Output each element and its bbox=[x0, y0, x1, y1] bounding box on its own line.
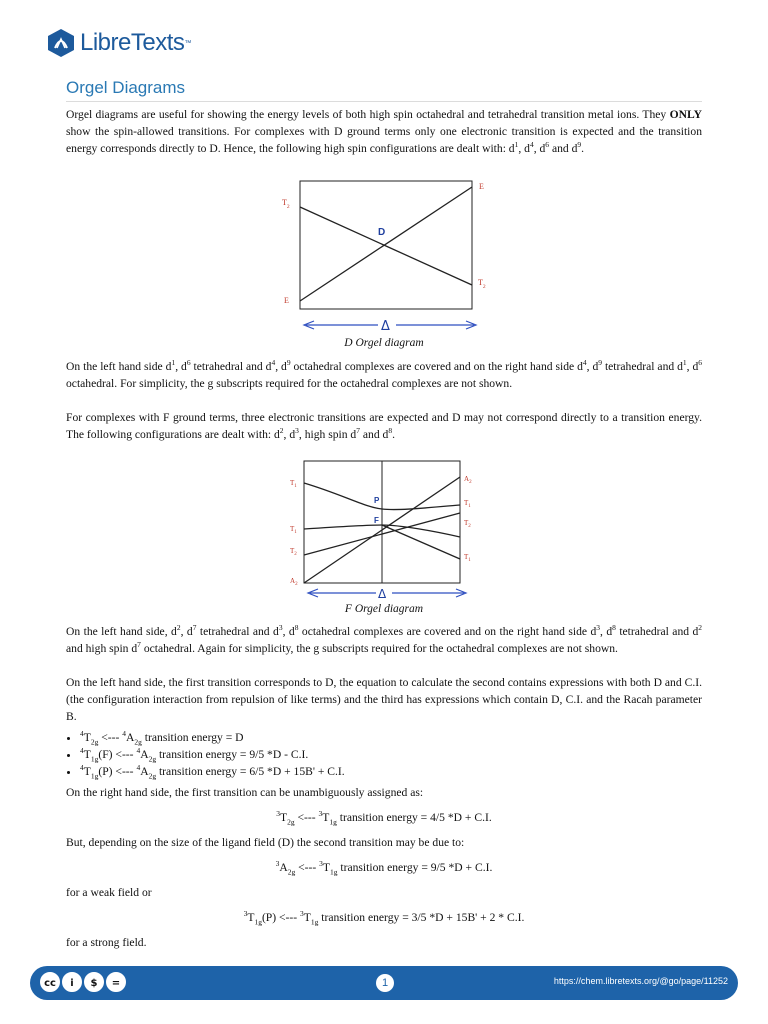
svg-text:T1: $T_1$ bbox=[464, 499, 471, 509]
page-number: 1 bbox=[376, 974, 394, 992]
svg-text:T2: $T_2$ bbox=[290, 547, 297, 557]
noncommercial-icon: $ bbox=[84, 972, 104, 992]
d-description-paragraph: On the left hand side $d^1$, $d^6$ tetrahedral and $d^4$, $d^9$ octahedral complexes are covered and on the right hand side $d^4$, $d^9$ tetrahedral and $d^1$, $d^6$ octahedral. For simplicity, the g subscripts required for the octahedral complexes are not shown. bbox=[66, 358, 703, 390]
brand-name: LibreTexts bbox=[80, 29, 185, 56]
d-orgel-figure bbox=[66, 175, 702, 335]
svg-text:Δ: Δ bbox=[381, 319, 390, 333]
page-url-link[interactable]: https://chem.libretexts.org/@go/page/11252 bbox=[553, 976, 728, 986]
cc-icon: cc bbox=[40, 972, 60, 992]
svg-text:E: E bbox=[479, 182, 484, 191]
svg-text:T1: $T_1$ bbox=[464, 553, 471, 563]
list-item: • $^4T_{2g}$ <--- $^4A_{2g}$ transition energy = D bbox=[80, 729, 702, 746]
list-item: • $^4T_{1g}(P)$ <--- $^4A_{2g}$ transition energy = 6/5 *D + 15B' + C.I. bbox=[80, 763, 702, 780]
page-footer bbox=[30, 966, 738, 1000]
f-terms-paragraph: For complexes with F ground terms, three electronic transitions are expected and D may not correspond directly to a transition energy. The following configurations are dealt with: $d^2$, $d^3$, high spin $d^7$ and $d^8$. bbox=[66, 411, 702, 441]
weak-field-text: for a weak field or bbox=[66, 886, 152, 899]
equation-2: $^3A_{2g}$ <--- $^3T_{1g}$ transition energy = 9/5 *D + C.I. bbox=[275, 859, 493, 877]
d-orgel-diagram bbox=[274, 175, 494, 333]
ligand-field-paragraph: But, depending on the size of the ligand field (D) the second transition may be due to: bbox=[66, 836, 465, 849]
svg-text:A2: $A_2$ bbox=[290, 577, 298, 587]
f-description-paragraph: On the left hand side, $d^2$, $d^7$ tetrahedral and $d^3$, $d^8$ octahedral complexes are covered and on the right hand side $d^3$, $d^8$ tetrahedral and $d^2$ and high spin $d^7$ octahedral. Again for simplicity, the g subscripts required for the octahedral complexes are not shown. bbox=[66, 623, 703, 655]
equation-1: $^3T_{2g}$ <--- $^3T_{1g}$ transition energy = 4/5 *D + C.I. bbox=[276, 809, 492, 827]
sharealike-icon: = bbox=[106, 972, 126, 992]
strong-field-text: for a strong field. bbox=[66, 936, 147, 949]
equation-3: $^3T_{1g}(P)$ <--- $^3T_{1g}$ transition energy = 3/5 *D + 15B' + 2 * C.I. bbox=[243, 909, 525, 927]
intro-paragraph: Orgel diagrams are useful for showing the energy levels of both high spin octahedral and tetrahedral transition metal ions. They ONLY show the spin-allowed transitions. For complexes with D ground terms only one electronic transition is expected and the transition energy corresponds directly to D. Hence, the following high spin configurations are dealt with: $d^1$, $d^4$, $d^6$ and $d^9$. bbox=[66, 108, 702, 155]
f-orgel-caption: F Orgel diagram bbox=[344, 603, 424, 615]
svg-text:E: E bbox=[284, 296, 289, 305]
libretexts-hexagon-icon bbox=[46, 28, 76, 58]
svg-text:T2: $T_2$ bbox=[282, 198, 290, 210]
svg-text:T1: $T_1$ bbox=[290, 525, 297, 535]
title-divider bbox=[66, 101, 702, 102]
f-orgel-diagram bbox=[284, 455, 484, 601]
svg-text:D: D bbox=[378, 227, 386, 238]
svg-text:T1: $T_1$ bbox=[290, 479, 297, 489]
attribution-icon: i bbox=[62, 972, 82, 992]
left-transitions-list bbox=[66, 729, 702, 780]
svg-text:T2: $T_2$ bbox=[464, 519, 471, 529]
svg-text:T2: $T_2$ bbox=[478, 278, 486, 290]
transition-explanation-paragraph: On the left hand side, the first transition corresponds to D, the equation to calculate the second contains expressions with both D and C.I. (the configuration interaction from repulsion of like terms) and the third has expressions which contain D, C.I. and the Racah parameter B. bbox=[66, 676, 702, 723]
cc-license-badge[interactable] bbox=[40, 972, 126, 992]
svg-text:Δ: Δ bbox=[378, 587, 387, 601]
page-title: Orgel Diagrams bbox=[66, 78, 186, 97]
list-item: • $^4T_{1g}(F)$ <--- $^4A_{2g}$ transition energy = 9/5 *D - C.I. bbox=[80, 746, 702, 763]
svg-text:F: F bbox=[374, 516, 379, 525]
libretexts-logo[interactable]: LibreTexts ™ bbox=[46, 26, 191, 60]
article-body bbox=[66, 106, 702, 951]
f-orgel-figure bbox=[66, 455, 702, 601]
d-orgel-caption: D Orgel diagram bbox=[344, 337, 424, 349]
right-side-paragraph: On the right hand side, the first transition can be unambiguously assigned as: bbox=[66, 786, 424, 799]
svg-text:P: P bbox=[374, 496, 380, 505]
svg-text:A2: $A_2$ bbox=[464, 475, 472, 485]
